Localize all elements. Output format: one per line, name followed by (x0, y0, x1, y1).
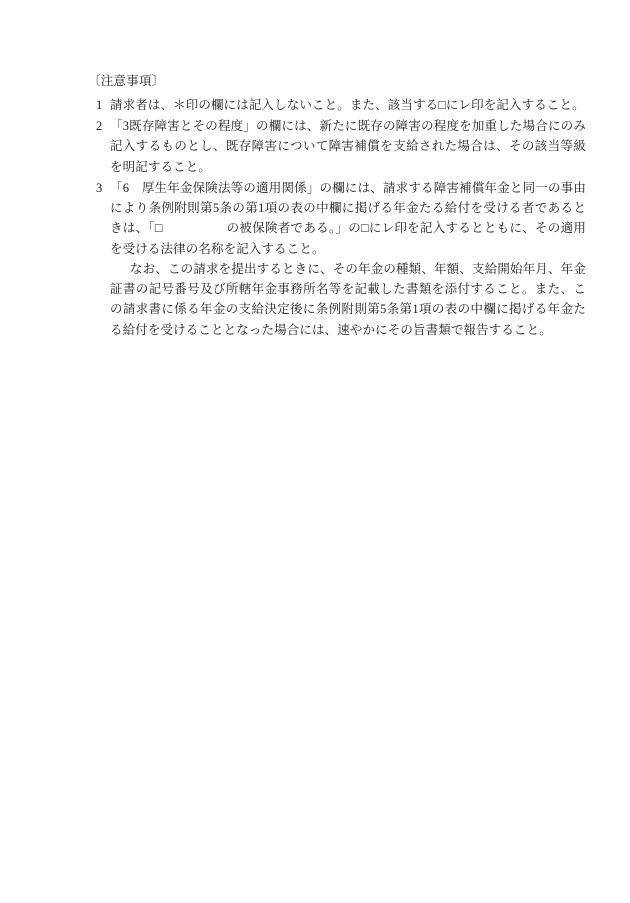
note-number: 2 (96, 119, 103, 133)
note-paragraph: 請求者は、＊印の欄には記入しないこと。また、該当する□にレ印を記入すること。 (110, 97, 585, 112)
list-item (88, 95, 586, 115)
notes-list (88, 95, 586, 340)
note-paragraph: 「3既存障害とその程度」の欄には、新たに既存の障害の程度を加重した場合にのみ記入するものとし、既存障害について障害補償を支給された場合は、その該当等級を明記すること。 (110, 119, 586, 174)
note-paragraph: 「6 厚生年金保険法等の適用関係」の欄には、請求する障害補償年金と同一の事由により条例附則第5条の第1項の表の中欄に掲げる年金たる給付を受ける者であるときは、「□ の被保険者である。」の□にレ印を記入するとともに、その適用を受ける法律の名称を記入すること。 (110, 180, 586, 256)
note-body (110, 95, 586, 115)
note-number: 1 (96, 97, 103, 112)
list-item (88, 116, 586, 177)
note-body (110, 178, 586, 340)
note-number: 3 (96, 180, 103, 195)
note-paragraph: なお、この請求を提出するときに、その年金の種類、年額、支給開始年月、年金証書の記号番号及び所轄年金事務所名等を記載した書類を添付すること。また、この請求書に係る年金の支給決定後に条例附則第5条第1項の表の中欄に掲げる年金たる給付を受けることとなった場合には、速やかにその旨書類で報告すること。 (110, 261, 586, 337)
list-item (88, 178, 586, 340)
page-title: 〔注意事項〕 (88, 74, 165, 88)
note-body (110, 116, 586, 177)
